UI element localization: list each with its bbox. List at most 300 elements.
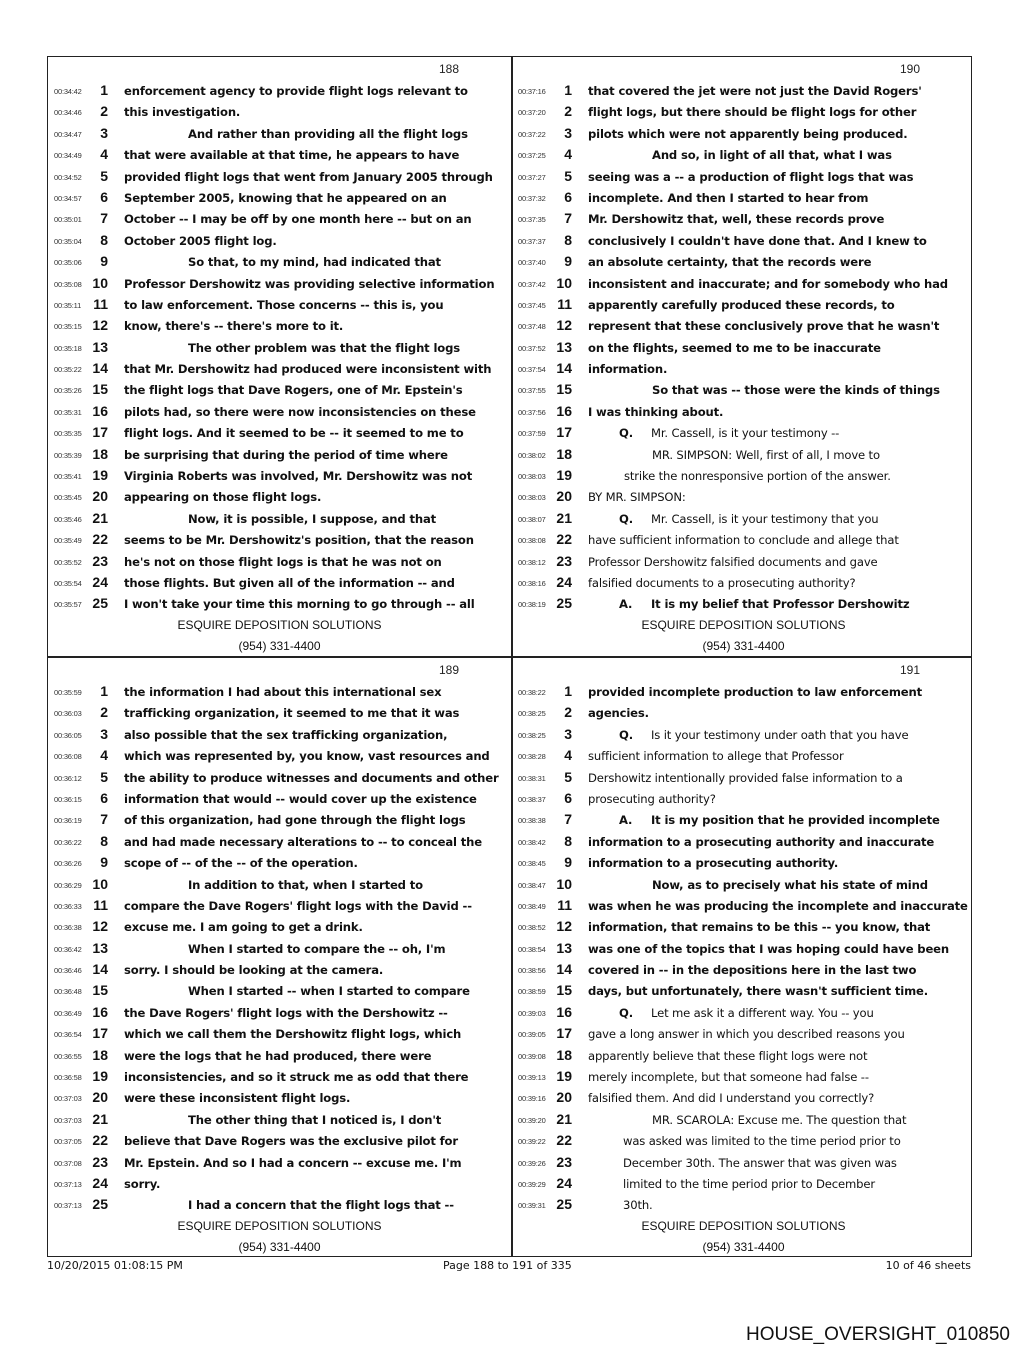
line-text: the information I had about this international sex: [124, 685, 442, 699]
line-number: 12: [556, 918, 572, 935]
line-number: 5: [100, 167, 108, 184]
line-number: 20: [556, 488, 572, 505]
timestamp: 00:38:59: [518, 987, 546, 997]
transcript-line: [48, 145, 511, 166]
line-text: BY MR. SIMPSON:: [588, 490, 686, 505]
timestamp: 00:35:49: [54, 536, 82, 546]
line-number: 4: [100, 747, 108, 764]
line-number: 24: [556, 1174, 572, 1191]
transcript-line: [512, 789, 975, 810]
transcript-line: [512, 209, 975, 230]
line-text: sufficient information to allege that Professor: [588, 749, 844, 764]
timestamp: 00:38:25: [518, 709, 546, 719]
qa-text: Mr. Cassell, is it your testimony --: [651, 426, 840, 441]
transcript-line: [512, 274, 975, 295]
line-text: merely incomplete, but that someone had false --: [588, 1070, 869, 1085]
timestamp: 00:36:03: [54, 709, 82, 719]
transcript-line: [48, 509, 511, 530]
timestamp: 00:36:38: [54, 923, 82, 933]
line-number: 20: [92, 1089, 108, 1106]
timestamp: 00:35:11: [54, 300, 82, 310]
line-text: believe that Dave Rogers was the exclusive pilot for: [124, 1134, 458, 1149]
transcript-line: [48, 789, 511, 810]
line-text: apparently carefully produced these records, to: [588, 297, 895, 312]
line-number: 11: [557, 295, 572, 312]
line-text: limited to the time period prior to December: [623, 1176, 875, 1191]
transcript-line: [512, 252, 975, 273]
timestamp: 00:37:48: [518, 322, 546, 332]
line-number: 10: [92, 875, 108, 892]
line-number: 11: [557, 896, 572, 913]
line-number: 14: [92, 961, 108, 978]
line-text: provided flight logs that went from January 2005 through: [124, 169, 493, 184]
transcript-line: [48, 1174, 511, 1195]
line-number: 25: [92, 595, 108, 612]
line-text: provided incomplete production to law enforcement: [588, 685, 922, 699]
line-text: those flights. But given all of the information -- and: [124, 575, 455, 590]
line-number: 15: [556, 381, 572, 398]
timestamp: 00:37:08: [54, 1158, 82, 1168]
timestamp: 00:35:39: [54, 450, 82, 460]
line-text: [619, 597, 910, 611]
line-number: 25: [556, 1196, 572, 1213]
footer-company: ESQUIRE DEPOSITION SOLUTIONS: [177, 1219, 382, 1233]
line-number: 8: [100, 832, 108, 849]
line-text: apparently believe that these flight logs were not: [588, 1048, 868, 1063]
transcript-line: [512, 380, 975, 401]
line-number: 20: [92, 488, 108, 505]
transcript-line: [48, 124, 511, 145]
transcript-line: [48, 981, 511, 1002]
sheet-count: 10 of 46 sheets: [885, 1259, 971, 1272]
line-number: 2: [564, 103, 572, 120]
transcript-line: [48, 725, 511, 746]
transcript-line: [48, 746, 511, 767]
transcript-line: [48, 1195, 511, 1216]
transcript-line: [512, 552, 975, 573]
transcript-line: [512, 338, 975, 359]
line-text: October -- I may be off by one month here -- but on an: [124, 212, 472, 227]
qa-text: It is my position that he provided incomplete: [651, 813, 940, 828]
line-text: And rather than providing all the flight logs: [188, 126, 468, 141]
line-number: 25: [556, 595, 572, 612]
line-number: 1: [100, 683, 108, 699]
transcript-line: [512, 102, 975, 123]
timestamp: 00:38:25: [518, 730, 546, 740]
transcript-line: [512, 768, 975, 789]
line-number: 3: [564, 124, 572, 141]
transcript-line: [48, 530, 511, 551]
transcript-line: [48, 573, 511, 594]
timestamp: 00:37:16: [518, 87, 546, 96]
qa-text: It is my belief that Professor Dershowitz: [651, 597, 910, 612]
line-number: 1: [564, 683, 572, 699]
line-text: days, but unfortunately, there wasn't sufficient time.: [588, 984, 928, 999]
transcript-line: [512, 1131, 975, 1152]
timestamp: 00:38:02: [518, 450, 546, 460]
line-text: sorry. I should be looking at the camera.: [124, 963, 384, 978]
line-text: Dershowitz intentionally provided false information to a: [588, 770, 903, 785]
line-text: enforcement agency to provide flight logs relevant to: [124, 84, 468, 98]
line-text: was when he was producing the incomplete and inaccurate: [588, 898, 968, 913]
timestamp: 00:37:59: [518, 429, 546, 439]
transcript-line: [512, 746, 975, 767]
line-text: pilots had, so there were now inconsistencies on these: [124, 404, 476, 419]
line-text: also possible that the sex trafficking organization,: [124, 727, 448, 742]
timestamp: 00:38:03: [518, 472, 546, 482]
timestamp: 00:35:35: [54, 429, 82, 439]
timestamp: 00:35:59: [54, 688, 82, 697]
timestamp: 00:35:06: [54, 258, 82, 268]
transcript-page-190: [512, 57, 975, 657]
transcript-line: [512, 445, 975, 466]
line-text: the Dave Rogers' flight logs with the Dershowitz --: [124, 1005, 448, 1020]
line-text: conclusively I couldn't have done that. And I knew to: [588, 233, 927, 248]
qa-label: Q.: [619, 727, 633, 742]
line-text: In addition to that, when I started to: [188, 877, 423, 892]
line-text: to law enforcement. Those concerns -- this is, you: [124, 297, 444, 312]
timestamp: 00:39:31: [518, 1201, 546, 1211]
timestamp: 00:39:03: [518, 1008, 546, 1018]
line-text: which was represented by, you know, vast resources and: [124, 749, 490, 764]
line-number: 7: [100, 210, 108, 227]
timestamp: 00:38:22: [518, 688, 546, 697]
line-text: that were available at that time, he appears to have: [124, 148, 460, 163]
transcript-line: [48, 209, 511, 230]
timestamp: 00:35:22: [54, 365, 82, 375]
timestamp: 00:37:37: [518, 236, 546, 246]
timestamp: 00:38:03: [518, 493, 546, 503]
transcript-line: [512, 188, 975, 209]
transcript-line: [48, 402, 511, 423]
line-number: 8: [100, 231, 108, 248]
line-text: scope of -- of the -- of the operation.: [124, 856, 358, 871]
line-text: seeing was a -- a production of flight logs that was: [588, 169, 914, 184]
line-number: 2: [100, 103, 108, 120]
transcript-line: [512, 1024, 975, 1045]
footer-company: ESQUIRE DEPOSITION SOLUTIONS: [177, 618, 382, 632]
line-text: [619, 728, 908, 742]
page-number: 189: [438, 663, 459, 677]
line-number: 1: [564, 82, 572, 98]
transcript-line: [512, 530, 975, 551]
timestamp: 00:39:22: [518, 1137, 546, 1147]
transcript-line: [512, 1046, 975, 1067]
transcript-line: [512, 1153, 975, 1174]
line-text: be surprising that during the period of time where: [124, 447, 448, 462]
line-text: falsified documents to a prosecuting authority?: [588, 575, 856, 590]
transcript-line: [48, 423, 511, 444]
timestamp: 00:38:49: [518, 901, 546, 911]
line-text: The other problem was that the flight logs: [188, 340, 461, 355]
transcript-line: [48, 81, 511, 102]
line-number: 19: [92, 1068, 108, 1085]
timestamp: 00:39:13: [518, 1073, 546, 1083]
line-number: 11: [93, 295, 108, 312]
qa-text: Let me ask it a different way. You -- you: [651, 1005, 874, 1020]
line-text: The other thing that I noticed is, I don't: [188, 1112, 442, 1127]
timestamp: 00:36:58: [54, 1073, 82, 1083]
transcript-page-188: [48, 57, 511, 657]
timestamp: 00:35:46: [54, 514, 82, 524]
line-text: agencies.: [588, 706, 649, 721]
line-text: I had a concern that the flight logs that --: [188, 1198, 454, 1213]
transcript-line: [512, 402, 975, 423]
line-number: 4: [564, 747, 572, 764]
transcript-line: [48, 853, 511, 874]
transcript-line: [512, 875, 975, 896]
line-number: 6: [564, 188, 572, 205]
line-number: 23: [92, 1153, 108, 1170]
line-text: I won't take your time this morning to go through -- all: [124, 597, 475, 612]
line-text: [619, 426, 839, 440]
transcript-line: [48, 1067, 511, 1088]
line-text: the flight logs that Dave Rogers, one of Mr. Epstein's: [124, 383, 463, 398]
transcript-line: [512, 1003, 975, 1024]
transcript-lines: [48, 682, 511, 1217]
line-text: [619, 512, 878, 526]
transcript-line: [48, 231, 511, 252]
page-number: 188: [438, 62, 459, 76]
line-number: 12: [92, 918, 108, 935]
transcript-line: [48, 316, 511, 337]
timestamp: 00:35:54: [54, 578, 82, 588]
line-text: Mr. Epstein. And so I had a concern -- excuse me. I'm: [124, 1155, 462, 1170]
timestamp: 00:36:42: [54, 944, 82, 954]
line-number: 5: [100, 768, 108, 785]
line-text: And so, in light of all that, what I was: [652, 148, 892, 163]
transcript-line: [48, 295, 511, 316]
timestamp: 00:38:28: [518, 752, 546, 762]
transcript-page-189: [48, 658, 511, 1258]
transcript-line: [512, 810, 975, 831]
line-text: I was thinking about.: [588, 404, 724, 419]
line-number: 9: [564, 854, 572, 871]
transcript-line: [48, 896, 511, 917]
timestamp: 00:36:19: [54, 816, 82, 826]
timestamp: 00:37:13: [54, 1179, 82, 1189]
line-number: 14: [556, 961, 572, 978]
line-text: flight logs, but there should be flight logs for other: [588, 105, 917, 120]
line-text: inconsistent and inaccurate; and for somebody who had: [588, 276, 948, 291]
line-text: Mr. Dershowitz that, well, these records prove: [588, 212, 885, 227]
line-number: 15: [556, 982, 572, 999]
line-number: 5: [564, 768, 572, 785]
timestamp: 00:36:22: [54, 837, 82, 847]
footer-phone: (954) 331-4400: [238, 639, 321, 653]
line-text: gave a long answer in which you described reasons you: [588, 1027, 905, 1042]
line-number: 16: [556, 402, 572, 419]
line-text: [619, 813, 940, 827]
transcript-line: [48, 380, 511, 401]
transcript-line: [48, 832, 511, 853]
transcript-line: [512, 316, 975, 337]
line-number: 12: [556, 317, 572, 334]
page-number: 190: [899, 62, 920, 76]
transcript-line: [48, 338, 511, 359]
qa-label: Q.: [619, 1005, 633, 1020]
line-text: sorry.: [124, 1176, 161, 1191]
line-number: 9: [564, 253, 572, 270]
line-text: which we call them the Dershowitz flight logs, which: [124, 1027, 462, 1042]
line-number: 8: [564, 832, 572, 849]
timestamp: 00:39:29: [518, 1179, 546, 1189]
transcript-line: [48, 167, 511, 188]
transcript-line: [512, 295, 975, 316]
line-text: When I started to compare the -- oh, I'm: [188, 941, 446, 956]
transcript-line: [512, 1174, 975, 1195]
transcript-line: [48, 359, 511, 380]
transcript-line: [512, 573, 975, 594]
line-text: MR. SCAROLA: Excuse me. The question that: [652, 1112, 907, 1127]
line-text: have sufficient information to conclude and allege that: [588, 533, 899, 548]
line-text: that Mr. Dershowitz had produced were inconsistent with: [124, 362, 492, 377]
timestamp: 00:38:31: [518, 773, 546, 783]
transcript-line: [512, 703, 975, 724]
timestamp: 00:38:37: [518, 794, 546, 804]
timestamp: 00:37:22: [518, 129, 546, 139]
transcript-line: [512, 487, 975, 508]
line-number: 13: [556, 338, 572, 355]
line-number: 8: [564, 231, 572, 248]
line-text: excuse me. I am going to get a drink.: [124, 920, 363, 935]
timestamp: 00:34:57: [54, 193, 82, 203]
timestamp: 00:38:52: [518, 923, 546, 933]
timestamp: 00:35:15: [54, 322, 82, 332]
line-text: appearing on those flight logs.: [124, 490, 322, 505]
timestamp: 00:36:15: [54, 794, 82, 804]
timestamp: 00:34:49: [54, 151, 82, 161]
timestamp: 00:37:35: [518, 215, 546, 225]
timestamp: 00:35:01: [54, 215, 82, 225]
transcript-line: [512, 167, 975, 188]
timestamp: 00:37:40: [518, 258, 546, 268]
line-number: 2: [100, 704, 108, 721]
line-number: 9: [100, 253, 108, 270]
timestamp: 00:38:08: [518, 536, 546, 546]
line-number: 16: [92, 1003, 108, 1020]
line-number: 17: [556, 424, 572, 441]
line-number: 23: [92, 552, 108, 569]
timestamp: 00:36:08: [54, 752, 82, 762]
transcript-line: [512, 1195, 975, 1216]
timestamp: 00:36:46: [54, 966, 82, 976]
qa-label: A.: [619, 813, 633, 828]
timestamp: 00:35:41: [54, 472, 82, 482]
footer-phone: (954) 331-4400: [702, 639, 785, 653]
timestamp: 00:36:49: [54, 1008, 82, 1018]
line-text: falsified them. And did I understand you correctly?: [588, 1091, 875, 1106]
line-number: 7: [564, 811, 572, 828]
timestamp: 00:36:48: [54, 987, 82, 997]
timestamp: 00:37:42: [518, 279, 546, 289]
line-text: inconsistencies, and so it struck me as odd that there: [124, 1070, 469, 1085]
footer-phone: (954) 331-4400: [702, 1240, 785, 1254]
timestamp: 00:37:32: [518, 193, 546, 203]
transcript-line: [512, 960, 975, 981]
transcript-line: [512, 917, 975, 938]
transcript-line: [512, 1110, 975, 1131]
transcript-line: [48, 1131, 511, 1152]
line-text: Virginia Roberts was involved, Mr. Dershowitz was not: [124, 469, 473, 484]
line-number: 20: [556, 1089, 572, 1106]
timestamp: 00:37:45: [518, 300, 546, 310]
transcript-line: [512, 466, 975, 487]
transcript-line: [48, 274, 511, 295]
timestamp: 00:39:05: [518, 1030, 546, 1040]
timestamp: 00:35:18: [54, 343, 82, 353]
footer-company: ESQUIRE DEPOSITION SOLUTIONS: [641, 1219, 846, 1233]
transcript-line: [512, 594, 975, 615]
line-text: When I started -- when I started to compare: [188, 984, 470, 999]
transcript-line: [48, 487, 511, 508]
line-number: 3: [100, 124, 108, 141]
transcript-line: [48, 102, 511, 123]
line-number: 4: [564, 146, 572, 163]
line-number: 15: [92, 982, 108, 999]
line-text: information to a prosecuting authority and inaccurate: [588, 834, 935, 849]
line-text: flight logs. And it seemed to be -- it seemed to me to: [124, 426, 464, 441]
transcript-line: [48, 1110, 511, 1131]
line-number: 2: [564, 704, 572, 721]
line-number: 3: [564, 725, 572, 742]
transcript-line: [512, 423, 975, 444]
qa-label: A.: [619, 597, 633, 612]
timestamp: 00:37:25: [518, 151, 546, 161]
line-number: 25: [92, 1196, 108, 1213]
line-text: 30th.: [623, 1198, 653, 1213]
line-number: 9: [100, 854, 108, 871]
timestamp: 00:35:52: [54, 557, 82, 567]
line-number: 24: [92, 1174, 108, 1191]
transcript-line: [512, 832, 975, 853]
line-text: covered in -- in the depositions here in the last two: [588, 963, 917, 978]
transcript-line: [512, 725, 975, 746]
transcript-lines: [48, 81, 511, 616]
line-number: 22: [92, 1132, 108, 1149]
line-text: Professor Dershowitz falsified documents and gave: [588, 554, 878, 569]
timestamp: 00:38:12: [518, 557, 546, 567]
timestamp: 00:38:47: [518, 880, 546, 890]
line-number: 16: [556, 1003, 572, 1020]
transcript-page-191: [512, 658, 975, 1258]
timestamp: 00:37:52: [518, 343, 546, 353]
timestamp: 00:38:56: [518, 966, 546, 976]
line-text: information.: [588, 362, 668, 377]
transcript-line: [48, 252, 511, 273]
transcript-line: [48, 445, 511, 466]
timestamp: 00:36:26: [54, 859, 82, 869]
timestamp: 00:35:04: [54, 236, 82, 246]
timestamp: 00:38:19: [518, 600, 546, 610]
line-text: information to a prosecuting authority.: [588, 856, 839, 871]
line-number: 18: [92, 445, 108, 462]
timestamp: 00:37:05: [54, 1137, 82, 1147]
line-text: September 2005, knowing that he appeared on an: [124, 190, 447, 205]
timestamp: 00:36:05: [54, 730, 82, 740]
transcript-line: [48, 1024, 511, 1045]
transcript-line: [48, 768, 511, 789]
line-text: were the logs that he had produced, there were: [124, 1048, 432, 1063]
timestamp: 00:39:16: [518, 1094, 546, 1104]
line-text: information that would -- would cover up the existence: [124, 791, 477, 806]
timestamp: 00:37:54: [518, 365, 546, 375]
timestamp: 00:39:20: [518, 1115, 546, 1125]
transcript-line: [512, 124, 975, 145]
line-number: 7: [100, 811, 108, 828]
timestamp: 00:35:45: [54, 493, 82, 503]
timestamp: 00:37:20: [518, 108, 546, 118]
